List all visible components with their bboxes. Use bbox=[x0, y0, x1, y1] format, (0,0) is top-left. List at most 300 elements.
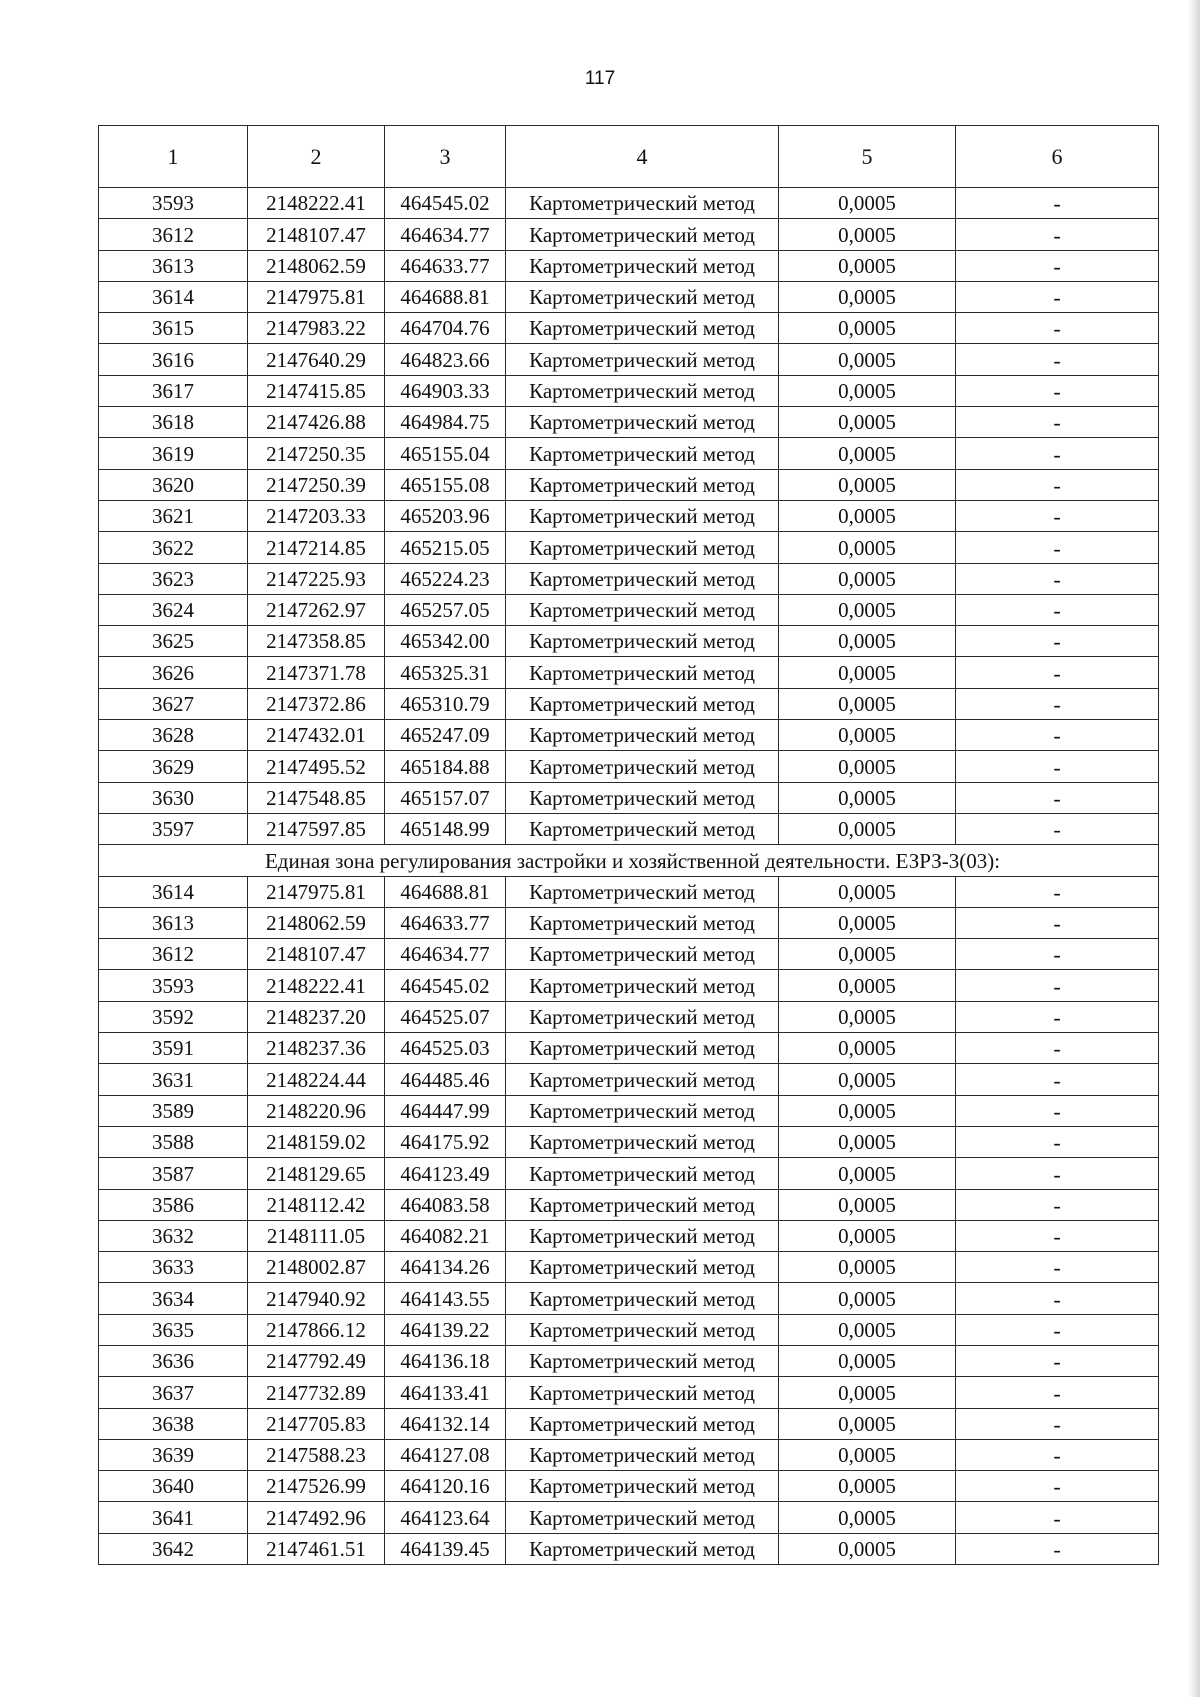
x-coordinate-cell: 2147262.97 bbox=[248, 594, 385, 625]
point-number-cell: 3632 bbox=[99, 1220, 248, 1251]
point-number-cell: 3587 bbox=[99, 1158, 248, 1189]
note-cell: - bbox=[956, 1439, 1159, 1470]
note-cell: - bbox=[956, 1471, 1159, 1502]
table-row bbox=[99, 1345, 1159, 1376]
point-number-cell: 3620 bbox=[99, 469, 248, 500]
accuracy-cell: 0,0005 bbox=[779, 407, 956, 438]
accuracy-cell: 0,0005 bbox=[779, 1064, 956, 1095]
point-number-cell: 3623 bbox=[99, 563, 248, 594]
note-cell: - bbox=[956, 1377, 1159, 1408]
note-cell: - bbox=[956, 1033, 1159, 1064]
point-number-cell: 3615 bbox=[99, 313, 248, 344]
method-cell: Картометрический метод bbox=[506, 1252, 779, 1283]
accuracy-cell: 0,0005 bbox=[779, 1220, 956, 1251]
accuracy-cell: 0,0005 bbox=[779, 751, 956, 782]
x-coordinate-cell: 2148107.47 bbox=[248, 939, 385, 970]
note-cell: - bbox=[956, 438, 1159, 469]
y-coordinate-cell: 464525.03 bbox=[385, 1033, 506, 1064]
point-number-cell: 3612 bbox=[99, 219, 248, 250]
x-coordinate-cell: 2148002.87 bbox=[248, 1252, 385, 1283]
method-cell: Картометрический метод bbox=[506, 375, 779, 406]
y-coordinate-cell: 465203.96 bbox=[385, 500, 506, 531]
x-coordinate-cell: 2147358.85 bbox=[248, 626, 385, 657]
table-row bbox=[99, 1220, 1159, 1251]
y-coordinate-cell: 464132.14 bbox=[385, 1408, 506, 1439]
y-coordinate-cell: 464633.77 bbox=[385, 250, 506, 281]
method-cell: Картометрический метод bbox=[506, 563, 779, 594]
table-row bbox=[99, 594, 1159, 625]
method-cell: Картометрический метод bbox=[506, 970, 779, 1001]
note-cell: - bbox=[956, 720, 1159, 751]
point-number-cell: 3629 bbox=[99, 751, 248, 782]
table-row bbox=[99, 688, 1159, 719]
y-coordinate-cell: 465257.05 bbox=[385, 594, 506, 625]
method-cell: Картометрический метод bbox=[506, 594, 779, 625]
accuracy-cell: 0,0005 bbox=[779, 1283, 956, 1314]
point-number-cell: 3589 bbox=[99, 1095, 248, 1126]
table-row bbox=[99, 1158, 1159, 1189]
table-row bbox=[99, 626, 1159, 657]
method-cell: Картометрический метод bbox=[506, 1283, 779, 1314]
coordinates-table bbox=[98, 125, 1159, 1565]
x-coordinate-cell: 2147983.22 bbox=[248, 313, 385, 344]
note-cell: - bbox=[956, 1345, 1159, 1376]
point-number-cell: 3616 bbox=[99, 344, 248, 375]
table-row bbox=[99, 720, 1159, 751]
note-cell: - bbox=[956, 563, 1159, 594]
y-coordinate-cell: 464123.49 bbox=[385, 1158, 506, 1189]
point-number-cell: 3642 bbox=[99, 1533, 248, 1564]
accuracy-cell: 0,0005 bbox=[779, 1033, 956, 1064]
note-cell: - bbox=[956, 1189, 1159, 1220]
column-header-2: 2 bbox=[248, 126, 385, 188]
accuracy-cell: 0,0005 bbox=[779, 532, 956, 563]
x-coordinate-cell: 2147426.88 bbox=[248, 407, 385, 438]
table-row bbox=[99, 532, 1159, 563]
table-row bbox=[99, 782, 1159, 813]
y-coordinate-cell: 465157.07 bbox=[385, 782, 506, 813]
table-row bbox=[99, 1377, 1159, 1408]
method-cell: Картометрический метод bbox=[506, 907, 779, 938]
table-row bbox=[99, 1033, 1159, 1064]
method-cell: Картометрический метод bbox=[506, 1408, 779, 1439]
method-cell: Картометрический метод bbox=[506, 657, 779, 688]
x-coordinate-cell: 2147640.29 bbox=[248, 344, 385, 375]
table-row bbox=[99, 1439, 1159, 1470]
x-coordinate-cell: 2148222.41 bbox=[248, 188, 385, 219]
method-cell: Картометрический метод bbox=[506, 1471, 779, 1502]
accuracy-cell: 0,0005 bbox=[779, 626, 956, 657]
table-body bbox=[99, 188, 1159, 1565]
point-number-cell: 3592 bbox=[99, 1001, 248, 1032]
method-cell: Картометрический метод bbox=[506, 1439, 779, 1470]
table-row bbox=[99, 500, 1159, 531]
x-coordinate-cell: 2147975.81 bbox=[248, 876, 385, 907]
method-cell: Картометрический метод bbox=[506, 219, 779, 250]
accuracy-cell: 0,0005 bbox=[779, 563, 956, 594]
y-coordinate-cell: 464083.58 bbox=[385, 1189, 506, 1220]
method-cell: Картометрический метод bbox=[506, 1126, 779, 1157]
x-coordinate-cell: 2147250.39 bbox=[248, 469, 385, 500]
accuracy-cell: 0,0005 bbox=[779, 250, 956, 281]
note-cell: - bbox=[956, 1314, 1159, 1345]
point-number-cell: 3613 bbox=[99, 250, 248, 281]
note-cell: - bbox=[956, 188, 1159, 219]
table-row bbox=[99, 281, 1159, 312]
header-row bbox=[99, 126, 1159, 188]
y-coordinate-cell: 464823.66 bbox=[385, 344, 506, 375]
method-cell: Картометрический метод bbox=[506, 1220, 779, 1251]
accuracy-cell: 0,0005 bbox=[779, 219, 956, 250]
point-number-cell: 3597 bbox=[99, 813, 248, 844]
x-coordinate-cell: 2147588.23 bbox=[248, 1439, 385, 1470]
method-cell: Картометрический метод bbox=[506, 751, 779, 782]
y-coordinate-cell: 464525.07 bbox=[385, 1001, 506, 1032]
column-header-5: 5 bbox=[779, 126, 956, 188]
point-number-cell: 3637 bbox=[99, 1377, 248, 1408]
y-coordinate-cell: 465342.00 bbox=[385, 626, 506, 657]
point-number-cell: 3593 bbox=[99, 970, 248, 1001]
accuracy-cell: 0,0005 bbox=[779, 1408, 956, 1439]
table-row bbox=[99, 1064, 1159, 1095]
table-row bbox=[99, 438, 1159, 469]
y-coordinate-cell: 464123.64 bbox=[385, 1502, 506, 1533]
x-coordinate-cell: 2148224.44 bbox=[248, 1064, 385, 1095]
point-number-cell: 3636 bbox=[99, 1345, 248, 1376]
y-coordinate-cell: 465148.99 bbox=[385, 813, 506, 844]
accuracy-cell: 0,0005 bbox=[779, 188, 956, 219]
accuracy-cell: 0,0005 bbox=[779, 344, 956, 375]
column-header-1: 1 bbox=[99, 126, 248, 188]
note-cell: - bbox=[956, 1126, 1159, 1157]
y-coordinate-cell: 465215.05 bbox=[385, 532, 506, 563]
note-cell: - bbox=[956, 344, 1159, 375]
accuracy-cell: 0,0005 bbox=[779, 1001, 956, 1032]
method-cell: Картометрический метод bbox=[506, 939, 779, 970]
table-row bbox=[99, 1001, 1159, 1032]
method-cell: Картометрический метод bbox=[506, 313, 779, 344]
method-cell: Картометрический метод bbox=[506, 1033, 779, 1064]
note-cell: - bbox=[956, 469, 1159, 500]
method-cell: Картометрический метод bbox=[506, 626, 779, 657]
point-number-cell: 3640 bbox=[99, 1471, 248, 1502]
method-cell: Картометрический метод bbox=[506, 438, 779, 469]
y-coordinate-cell: 464139.22 bbox=[385, 1314, 506, 1345]
table-row bbox=[99, 1189, 1159, 1220]
method-cell: Картометрический метод bbox=[506, 469, 779, 500]
point-number-cell: 3638 bbox=[99, 1408, 248, 1439]
accuracy-cell: 0,0005 bbox=[779, 782, 956, 813]
accuracy-cell: 0,0005 bbox=[779, 939, 956, 970]
x-coordinate-cell: 2147792.49 bbox=[248, 1345, 385, 1376]
table-row bbox=[99, 1502, 1159, 1533]
point-number-cell: 3588 bbox=[99, 1126, 248, 1157]
accuracy-cell: 0,0005 bbox=[779, 1502, 956, 1533]
point-number-cell: 3627 bbox=[99, 688, 248, 719]
point-number-cell: 3612 bbox=[99, 939, 248, 970]
y-coordinate-cell: 464120.16 bbox=[385, 1471, 506, 1502]
y-coordinate-cell: 465155.04 bbox=[385, 438, 506, 469]
accuracy-cell: 0,0005 bbox=[779, 907, 956, 938]
note-cell: - bbox=[956, 1095, 1159, 1126]
method-cell: Картометрический метод bbox=[506, 281, 779, 312]
note-cell: - bbox=[956, 626, 1159, 657]
note-cell: - bbox=[956, 532, 1159, 563]
accuracy-cell: 0,0005 bbox=[779, 438, 956, 469]
y-coordinate-cell: 464127.08 bbox=[385, 1439, 506, 1470]
accuracy-cell: 0,0005 bbox=[779, 594, 956, 625]
table-row bbox=[99, 313, 1159, 344]
table-row bbox=[99, 375, 1159, 406]
note-cell: - bbox=[956, 219, 1159, 250]
point-number-cell: 3624 bbox=[99, 594, 248, 625]
note-cell: - bbox=[956, 375, 1159, 406]
note-cell: - bbox=[956, 970, 1159, 1001]
x-coordinate-cell: 2147866.12 bbox=[248, 1314, 385, 1345]
y-coordinate-cell: 465184.88 bbox=[385, 751, 506, 782]
x-coordinate-cell: 2147705.83 bbox=[248, 1408, 385, 1439]
method-cell: Картометрический метод bbox=[506, 407, 779, 438]
x-coordinate-cell: 2147372.86 bbox=[248, 688, 385, 719]
y-coordinate-cell: 465247.09 bbox=[385, 720, 506, 751]
method-cell: Картометрический метод bbox=[506, 876, 779, 907]
point-number-cell: 3617 bbox=[99, 375, 248, 406]
y-coordinate-cell: 464143.55 bbox=[385, 1283, 506, 1314]
accuracy-cell: 0,0005 bbox=[779, 469, 956, 500]
note-cell: - bbox=[956, 1283, 1159, 1314]
table-row bbox=[99, 813, 1159, 844]
method-cell: Картометрический метод bbox=[506, 188, 779, 219]
table-row bbox=[99, 1408, 1159, 1439]
accuracy-cell: 0,0005 bbox=[779, 1126, 956, 1157]
accuracy-cell: 0,0005 bbox=[779, 1158, 956, 1189]
point-number-cell: 3626 bbox=[99, 657, 248, 688]
y-coordinate-cell: 464545.02 bbox=[385, 970, 506, 1001]
method-cell: Картометрический метод bbox=[506, 1533, 779, 1564]
y-coordinate-cell: 464175.92 bbox=[385, 1126, 506, 1157]
table-row bbox=[99, 344, 1159, 375]
method-cell: Картометрический метод bbox=[506, 1377, 779, 1408]
accuracy-cell: 0,0005 bbox=[779, 1314, 956, 1345]
table-row bbox=[99, 1095, 1159, 1126]
point-number-cell: 3628 bbox=[99, 720, 248, 751]
table-row bbox=[99, 469, 1159, 500]
x-coordinate-cell: 2147548.85 bbox=[248, 782, 385, 813]
point-number-cell: 3614 bbox=[99, 281, 248, 312]
point-number-cell: 3634 bbox=[99, 1283, 248, 1314]
x-coordinate-cell: 2147415.85 bbox=[248, 375, 385, 406]
x-coordinate-cell: 2148237.20 bbox=[248, 1001, 385, 1032]
y-coordinate-cell: 464633.77 bbox=[385, 907, 506, 938]
column-header-3: 3 bbox=[385, 126, 506, 188]
x-coordinate-cell: 2147597.85 bbox=[248, 813, 385, 844]
note-cell: - bbox=[956, 407, 1159, 438]
y-coordinate-cell: 465325.31 bbox=[385, 657, 506, 688]
note-cell: - bbox=[956, 1533, 1159, 1564]
method-cell: Картометрический метод bbox=[506, 250, 779, 281]
note-cell: - bbox=[956, 281, 1159, 312]
point-number-cell: 3633 bbox=[99, 1252, 248, 1283]
y-coordinate-cell: 464984.75 bbox=[385, 407, 506, 438]
x-coordinate-cell: 2147492.96 bbox=[248, 1502, 385, 1533]
table-row bbox=[99, 188, 1159, 219]
note-cell: - bbox=[956, 907, 1159, 938]
table-row bbox=[99, 876, 1159, 907]
point-number-cell: 3622 bbox=[99, 532, 248, 563]
method-cell: Картометрический метод bbox=[506, 1158, 779, 1189]
column-header-4: 4 bbox=[506, 126, 779, 188]
note-cell: - bbox=[956, 813, 1159, 844]
page-number: 117 bbox=[584, 68, 616, 89]
point-number-cell: 3641 bbox=[99, 1502, 248, 1533]
table-row bbox=[99, 751, 1159, 782]
table-row bbox=[99, 1126, 1159, 1157]
y-coordinate-cell: 464082.21 bbox=[385, 1220, 506, 1251]
y-coordinate-cell: 464139.45 bbox=[385, 1533, 506, 1564]
note-cell: - bbox=[956, 1502, 1159, 1533]
table-row bbox=[99, 250, 1159, 281]
table-row bbox=[99, 657, 1159, 688]
accuracy-cell: 0,0005 bbox=[779, 313, 956, 344]
accuracy-cell: 0,0005 bbox=[779, 657, 956, 688]
x-coordinate-cell: 2147940.92 bbox=[248, 1283, 385, 1314]
table-row bbox=[99, 563, 1159, 594]
y-coordinate-cell: 464903.33 bbox=[385, 375, 506, 406]
accuracy-cell: 0,0005 bbox=[779, 813, 956, 844]
note-cell: - bbox=[956, 313, 1159, 344]
y-coordinate-cell: 465310.79 bbox=[385, 688, 506, 719]
x-coordinate-cell: 2148222.41 bbox=[248, 970, 385, 1001]
method-cell: Картометрический метод bbox=[506, 500, 779, 531]
method-cell: Картометрический метод bbox=[506, 720, 779, 751]
accuracy-cell: 0,0005 bbox=[779, 1252, 956, 1283]
y-coordinate-cell: 464133.41 bbox=[385, 1377, 506, 1408]
point-number-cell: 3613 bbox=[99, 907, 248, 938]
note-cell: - bbox=[956, 1158, 1159, 1189]
point-number-cell: 3621 bbox=[99, 500, 248, 531]
accuracy-cell: 0,0005 bbox=[779, 1095, 956, 1126]
table-row bbox=[99, 219, 1159, 250]
method-cell: Картометрический метод bbox=[506, 532, 779, 563]
y-coordinate-cell: 464634.77 bbox=[385, 939, 506, 970]
note-cell: - bbox=[956, 751, 1159, 782]
note-cell: - bbox=[956, 782, 1159, 813]
x-coordinate-cell: 2148237.36 bbox=[248, 1033, 385, 1064]
x-coordinate-cell: 2147203.33 bbox=[248, 500, 385, 531]
method-cell: Картометрический метод bbox=[506, 1345, 779, 1376]
x-coordinate-cell: 2147975.81 bbox=[248, 281, 385, 312]
table-row bbox=[99, 1283, 1159, 1314]
accuracy-cell: 0,0005 bbox=[779, 1439, 956, 1470]
table-row bbox=[99, 1533, 1159, 1564]
point-number-cell: 3614 bbox=[99, 876, 248, 907]
x-coordinate-cell: 2147495.52 bbox=[248, 751, 385, 782]
y-coordinate-cell: 464134.26 bbox=[385, 1252, 506, 1283]
x-coordinate-cell: 2147461.51 bbox=[248, 1533, 385, 1564]
accuracy-cell: 0,0005 bbox=[779, 1533, 956, 1564]
note-cell: - bbox=[956, 939, 1159, 970]
x-coordinate-cell: 2147432.01 bbox=[248, 720, 385, 751]
point-number-cell: 3586 bbox=[99, 1189, 248, 1220]
y-coordinate-cell: 464485.46 bbox=[385, 1064, 506, 1095]
note-cell: - bbox=[956, 1001, 1159, 1032]
column-header-6: 6 bbox=[956, 126, 1159, 188]
method-cell: Картометрический метод bbox=[506, 1064, 779, 1095]
accuracy-cell: 0,0005 bbox=[779, 281, 956, 312]
point-number-cell: 3619 bbox=[99, 438, 248, 469]
point-number-cell: 3631 bbox=[99, 1064, 248, 1095]
accuracy-cell: 0,0005 bbox=[779, 1471, 956, 1502]
x-coordinate-cell: 2148111.05 bbox=[248, 1220, 385, 1251]
y-coordinate-cell: 464688.81 bbox=[385, 876, 506, 907]
x-coordinate-cell: 2147250.35 bbox=[248, 438, 385, 469]
method-cell: Картометрический метод bbox=[506, 1189, 779, 1220]
method-cell: Картометрический метод bbox=[506, 1001, 779, 1032]
y-coordinate-cell: 464447.99 bbox=[385, 1095, 506, 1126]
table-row bbox=[99, 1471, 1159, 1502]
x-coordinate-cell: 2148062.59 bbox=[248, 907, 385, 938]
method-cell: Картометрический метод bbox=[506, 344, 779, 375]
scan-edge-shadow bbox=[1188, 0, 1200, 1697]
method-cell: Картометрический метод bbox=[506, 813, 779, 844]
section-heading: Единая зона регулирования застройки и хозяйственной деятельности. ЕЗРЗ-3(03): bbox=[99, 845, 1159, 876]
y-coordinate-cell: 465224.23 bbox=[385, 563, 506, 594]
table-row bbox=[99, 407, 1159, 438]
note-cell: - bbox=[956, 1064, 1159, 1095]
accuracy-cell: 0,0005 bbox=[779, 1189, 956, 1220]
point-number-cell: 3618 bbox=[99, 407, 248, 438]
x-coordinate-cell: 2147732.89 bbox=[248, 1377, 385, 1408]
accuracy-cell: 0,0005 bbox=[779, 1377, 956, 1408]
section-heading-row bbox=[99, 845, 1159, 876]
accuracy-cell: 0,0005 bbox=[779, 1345, 956, 1376]
note-cell: - bbox=[956, 876, 1159, 907]
y-coordinate-cell: 464634.77 bbox=[385, 219, 506, 250]
x-coordinate-cell: 2148112.42 bbox=[248, 1189, 385, 1220]
point-number-cell: 3593 bbox=[99, 188, 248, 219]
method-cell: Картометрический метод bbox=[506, 1502, 779, 1533]
accuracy-cell: 0,0005 bbox=[779, 876, 956, 907]
y-coordinate-cell: 464704.76 bbox=[385, 313, 506, 344]
point-number-cell: 3625 bbox=[99, 626, 248, 657]
y-coordinate-cell: 465155.08 bbox=[385, 469, 506, 500]
method-cell: Картометрический метод bbox=[506, 782, 779, 813]
x-coordinate-cell: 2148129.65 bbox=[248, 1158, 385, 1189]
table-row bbox=[99, 1314, 1159, 1345]
table-header bbox=[99, 126, 1159, 188]
x-coordinate-cell: 2148107.47 bbox=[248, 219, 385, 250]
method-cell: Картометрический метод bbox=[506, 1314, 779, 1345]
point-number-cell: 3630 bbox=[99, 782, 248, 813]
note-cell: - bbox=[956, 688, 1159, 719]
x-coordinate-cell: 2147371.78 bbox=[248, 657, 385, 688]
note-cell: - bbox=[956, 657, 1159, 688]
accuracy-cell: 0,0005 bbox=[779, 720, 956, 751]
y-coordinate-cell: 464688.81 bbox=[385, 281, 506, 312]
method-cell: Картометрический метод bbox=[506, 688, 779, 719]
accuracy-cell: 0,0005 bbox=[779, 688, 956, 719]
note-cell: - bbox=[956, 500, 1159, 531]
table-row bbox=[99, 907, 1159, 938]
accuracy-cell: 0,0005 bbox=[779, 375, 956, 406]
note-cell: - bbox=[956, 1252, 1159, 1283]
x-coordinate-cell: 2147526.99 bbox=[248, 1471, 385, 1502]
table-row bbox=[99, 970, 1159, 1001]
y-coordinate-cell: 464545.02 bbox=[385, 188, 506, 219]
x-coordinate-cell: 2148220.96 bbox=[248, 1095, 385, 1126]
table-row bbox=[99, 1252, 1159, 1283]
x-coordinate-cell: 2148159.02 bbox=[248, 1126, 385, 1157]
